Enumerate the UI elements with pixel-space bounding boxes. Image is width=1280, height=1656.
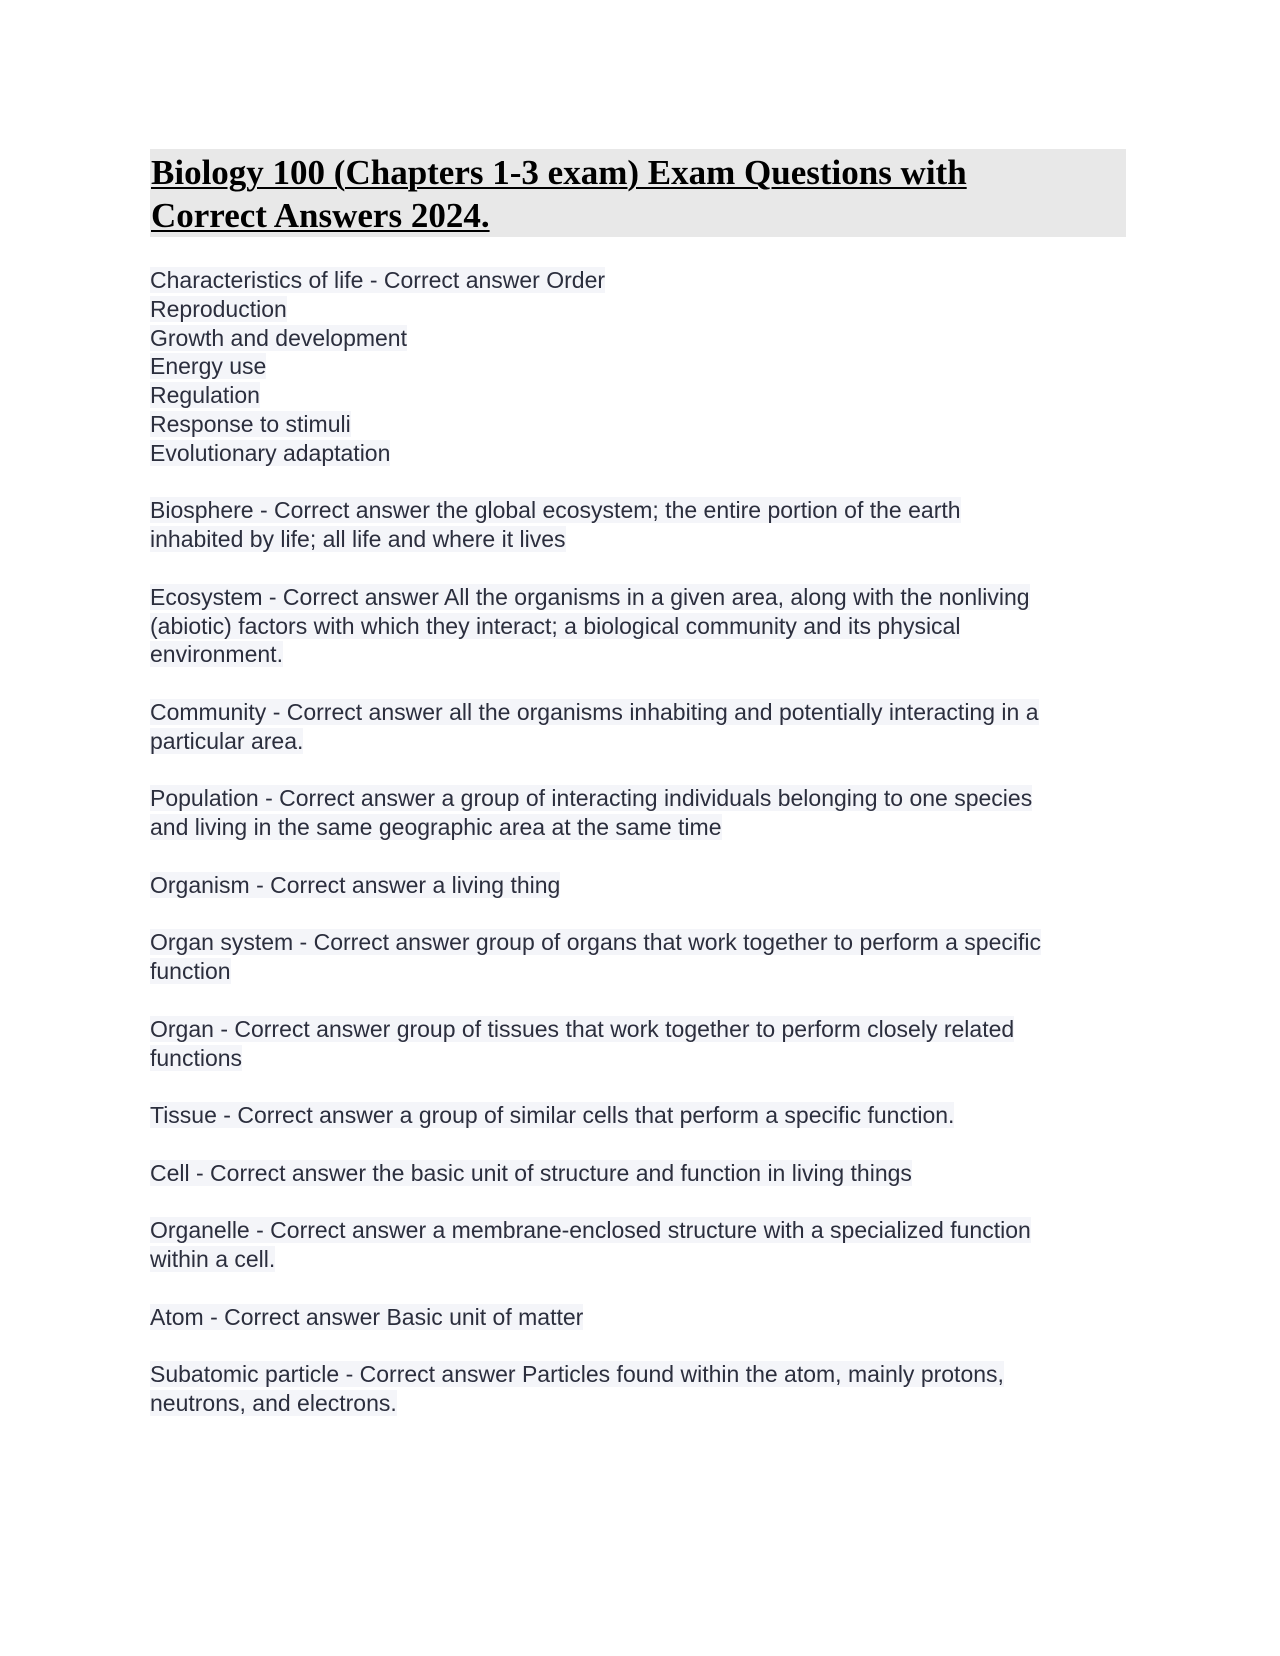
title-line: Biology 100 (Chapters 1-3 exam) Exam Questions with — [151, 153, 967, 192]
qa-entry-text: Growth and development — [150, 324, 407, 351]
qa-entry-list — [150, 266, 1140, 1447]
qa-entry-line — [150, 813, 1140, 842]
qa-entry-line — [150, 496, 1140, 525]
qa-entry — [150, 1216, 1140, 1274]
qa-entry-line — [150, 1245, 1140, 1274]
qa-entry-line — [150, 352, 1140, 381]
qa-entry — [150, 784, 1140, 842]
qa-entry-text: Tissue - Correct answer a group of similar cells that perform a specific function. — [150, 1102, 955, 1129]
qa-entry-line — [150, 640, 1140, 669]
qa-entry-line — [150, 295, 1140, 324]
qa-entry — [150, 871, 1140, 900]
qa-entry-text: Cell - Correct answer the basic unit of structure and function in living things — [150, 1159, 912, 1186]
qa-entry-text: Response to stimuli — [150, 410, 351, 437]
qa-entry-line — [150, 1159, 1140, 1188]
qa-entry-text: Evolutionary adaptation — [150, 439, 391, 466]
qa-entry — [150, 1303, 1140, 1332]
qa-entry-text: Organism - Correct answer a living thing — [150, 871, 561, 898]
qa-entry — [150, 266, 1140, 468]
qa-entry-text: function — [150, 958, 231, 985]
qa-entry-line — [150, 1015, 1140, 1044]
qa-entry-text: neutrons, and electrons. — [150, 1390, 397, 1417]
qa-entry-text: Population - Correct answer a group of interacting individuals belonging to one species — [150, 785, 1033, 812]
qa-entry-line — [150, 439, 1140, 468]
qa-entry-line — [150, 957, 1140, 986]
qa-entry-text: and living in the same geographic area at the same time — [150, 814, 722, 841]
qa-entry — [150, 698, 1140, 756]
qa-entry-text: Regulation — [150, 382, 260, 409]
qa-entry-text: Ecosystem - Correct answer All the organisms in a given area, along with the nonliving — [150, 583, 1030, 610]
qa-entry — [150, 1015, 1140, 1073]
qa-entry-line — [150, 1303, 1140, 1332]
qa-entry — [150, 1360, 1140, 1418]
qa-entry-line — [150, 928, 1140, 957]
qa-entry-text: (abiotic) factors with which they interact; a biological community and its physical — [150, 612, 961, 639]
qa-entry-text: within a cell. — [150, 1246, 276, 1273]
qa-entry-text: Organelle - Correct answer a membrane-enclosed structure with a specialized function — [150, 1217, 1031, 1244]
qa-entry-line — [150, 583, 1140, 612]
qa-entry-line — [150, 1216, 1140, 1245]
qa-entry-line — [150, 324, 1140, 353]
document-title — [150, 149, 1126, 237]
title-line: Correct Answers 2024. — [151, 196, 490, 235]
qa-entry — [150, 928, 1140, 986]
qa-entry-text: environment. — [150, 641, 283, 668]
qa-entry — [150, 583, 1140, 669]
qa-entry-line — [150, 1360, 1140, 1389]
qa-entry-text: Atom - Correct answer Basic unit of matter — [150, 1303, 584, 1330]
qa-entry-line — [150, 1044, 1140, 1073]
qa-entry-line — [150, 1389, 1140, 1418]
qa-entry-line — [150, 784, 1140, 813]
qa-entry — [150, 1101, 1140, 1130]
qa-entry-line — [150, 698, 1140, 727]
qa-entry-text: Characteristics of life - Correct answer Order — [150, 267, 606, 293]
qa-entry-text: Energy use — [150, 353, 267, 380]
qa-entry — [150, 496, 1140, 554]
qa-entry-text: Subatomic particle - Correct answer Particles found within the atom, mainly protons, — [150, 1361, 1004, 1388]
qa-entry-line — [150, 871, 1140, 900]
qa-entry — [150, 1159, 1140, 1188]
qa-entry-line — [150, 410, 1140, 439]
title-highlight-block — [150, 149, 1126, 237]
qa-entry-line — [150, 525, 1140, 554]
qa-entry-text: Biosphere - Correct answer the global ecosystem; the entire portion of the earth — [150, 497, 961, 524]
qa-entry-line — [150, 612, 1140, 641]
qa-entry-line — [150, 266, 1140, 295]
qa-entry-text: particular area. — [150, 727, 304, 754]
qa-entry-text: functions — [150, 1044, 243, 1071]
qa-entry-text: Organ system - Correct answer group of organs that work together to perform a specific — [150, 929, 1041, 956]
qa-entry-line — [150, 381, 1140, 410]
qa-entry-text: Organ - Correct answer group of tissues that work together to perform closely related — [150, 1015, 1015, 1042]
qa-entry-text: Community - Correct answer all the organisms inhabiting and potentially interacting in a — [150, 698, 1039, 725]
qa-entry-line — [150, 727, 1140, 756]
qa-entry-text: Reproduction — [150, 295, 287, 322]
qa-entry-text: inhabited by life; all life and where it lives — [150, 526, 566, 553]
qa-entry-line — [150, 1101, 1140, 1130]
